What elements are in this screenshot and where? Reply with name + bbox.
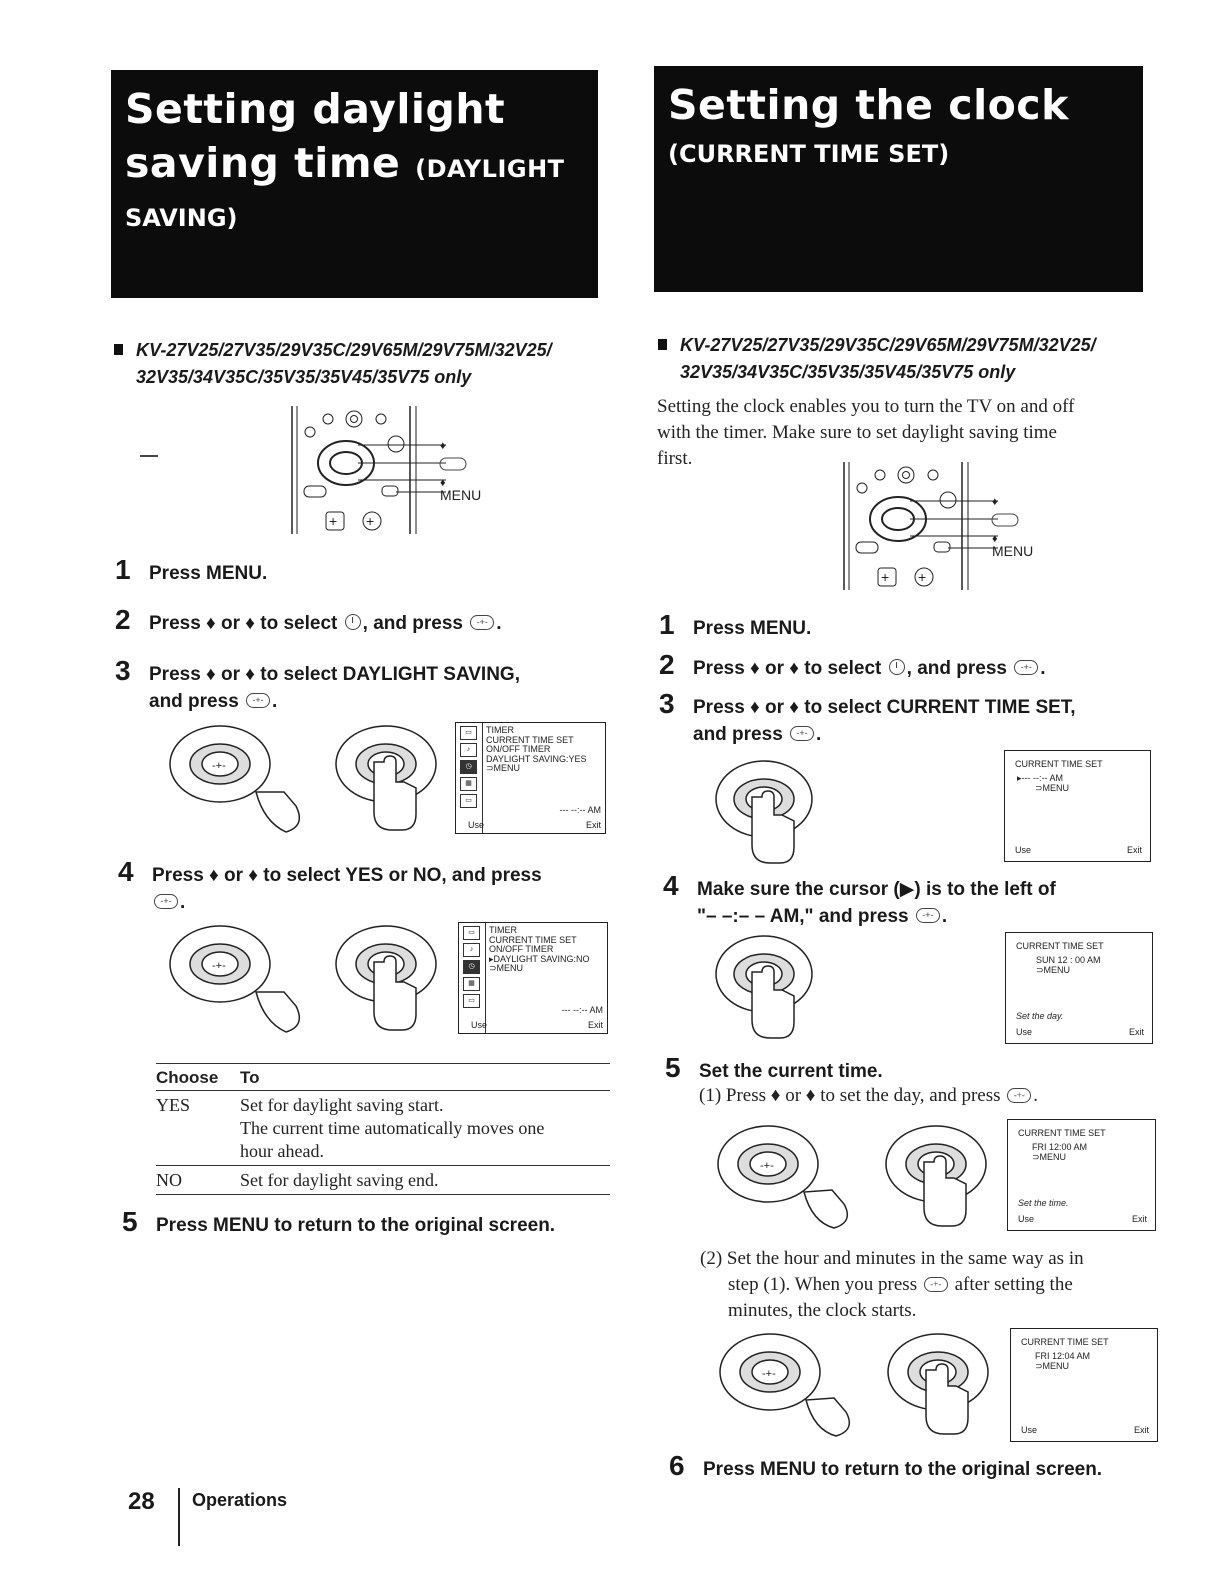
svg-text:-+-: -+- bbox=[212, 960, 226, 972]
osd-current-time-set-step4: CURRENT TIME SET SUN 12 : 00 AM ⊃MENU Set the day. Use Exit bbox=[1005, 932, 1153, 1044]
section-name: Operations bbox=[192, 1490, 288, 1510]
right-title-line1: Setting the clock bbox=[668, 81, 1069, 129]
svg-text:-+-: -+- bbox=[762, 1368, 776, 1380]
svg-text:+: + bbox=[329, 513, 338, 529]
right-model-list: KV-27V25/27V35/29V35C/29V65M/29V75M/32V25/ 32V35/34V35C/35V35/35V45/35V75 only bbox=[680, 332, 1140, 386]
osd-menu-daylight-no: ▭ ♪ ◷ ▦ ▭ TIMER CURRENT TIME SET ON/OFF TIMER ▸DAYLIGHT SAVING:NO ⊃MENU --- --:-- AM Use Exit bbox=[458, 922, 608, 1034]
left-title-suffix: (DAYLIGHT bbox=[415, 155, 565, 183]
menu-label: MENU bbox=[992, 543, 1034, 559]
osd-current-time-set-step5b: CURRENT TIME SET FRI 12:04 AM ⊃MENU Use Exit bbox=[1010, 1328, 1158, 1442]
osd-current-time-set-step3: CURRENT TIME SET ▸--- --:-- AM ⊃MENU Use Exit bbox=[1004, 750, 1151, 862]
left-title-line3: SAVING) bbox=[125, 204, 238, 232]
osd-menu-daylight-yes: ▭ ♪ ◷ ▦ ▭ TIMER CURRENT TIME SET ON/OFF TIMER DAYLIGHT SAVING:YES ⊃MENU --- --:-- AM Use Exit bbox=[455, 722, 606, 834]
enter-button-icon: -+- bbox=[470, 615, 494, 630]
right-step-2: 2 Press ♦ or ♦ to select , and press -+- . bbox=[659, 649, 1046, 680]
left-title-banner bbox=[111, 70, 598, 298]
left-step-5: 5 Press MENU to return to the original screen. bbox=[122, 1206, 556, 1237]
choose-table bbox=[156, 1063, 610, 1195]
svg-text:-+-: -+- bbox=[760, 1160, 774, 1172]
joystick-illustration-step3 bbox=[714, 757, 824, 867]
dash-mark bbox=[140, 455, 158, 457]
svg-text:♦: ♦ bbox=[440, 477, 446, 489]
enter-button-icon: -+- bbox=[790, 726, 814, 741]
clock-icon bbox=[345, 614, 361, 630]
table-header-to: To bbox=[240, 1064, 610, 1091]
right-title-banner bbox=[654, 66, 1143, 292]
svg-text:-+-: -+- bbox=[212, 760, 226, 772]
bullet-square bbox=[114, 344, 123, 355]
remote-control-illustration bbox=[286, 404, 496, 536]
svg-text:+: + bbox=[366, 513, 375, 529]
bullet-square bbox=[658, 339, 667, 350]
enter-button-icon: -+- bbox=[154, 894, 178, 909]
page-number: 28 bbox=[128, 1488, 155, 1515]
svg-text:♦: ♦ bbox=[992, 533, 998, 545]
right-step-1: 1 Press MENU. bbox=[659, 609, 812, 640]
svg-text:♦: ♦ bbox=[440, 440, 446, 452]
enter-button-icon: -+- bbox=[924, 1277, 948, 1292]
right-step-4: 4 Make sure the cursor (▶) is to the left of "– –:– – AM," and press -+- . bbox=[663, 870, 1056, 927]
left-model-list: KV-27V25/27V35/29V35C/29V65M/29V75M/32V25/ 32V35/34V35C/35V35/35V45/35V75 only bbox=[136, 337, 596, 391]
joystick-illustration-step3 bbox=[168, 722, 453, 837]
left-title-line2: saving time (DAYLIGHT bbox=[125, 139, 565, 187]
right-substep-2: (2) Set the hour and minutes in the same way as in step (1). When you press -+- after setting the minutes, the clock starts. bbox=[700, 1248, 1084, 1321]
left-step-2: 2 Press ♦ or ♦ to select , and press -+- . bbox=[115, 604, 502, 635]
left-step-3: 3 Press ♦ or ♦ to select DAYLIGHT SAVING, and press -+- . bbox=[115, 655, 520, 712]
right-intro: Setting the clock enables you to turn the TV on and off with the timer. Make sure to set daylight saving time first. bbox=[657, 396, 1075, 469]
left-step-1: 1 Press MENU. bbox=[115, 554, 268, 585]
remote-control-illustration bbox=[838, 460, 1048, 592]
joystick-illustration-step5-1 bbox=[716, 1122, 998, 1232]
right-substep-1: (1) Press ♦ or ♦ to set the day, and press -+- . bbox=[699, 1085, 1039, 1106]
enter-button-icon: -+- bbox=[1007, 1088, 1031, 1103]
right-step-3: 3 Press ♦ or ♦ to select CURRENT TIME SET, and press -+- . bbox=[659, 688, 1076, 745]
enter-button-icon: -+- bbox=[246, 693, 270, 708]
right-step-5: 5 Set the current time. bbox=[665, 1052, 883, 1083]
enter-button-icon: -+- bbox=[1014, 660, 1038, 675]
svg-text:+: + bbox=[918, 569, 927, 585]
left-title-line1: Setting daylight bbox=[125, 85, 506, 133]
joystick-illustration-step4 bbox=[714, 932, 824, 1042]
osd-current-time-set-step5a: CURRENT TIME SET FRI 12:00 AM ⊃MENU Set the time. Use Exit bbox=[1007, 1119, 1156, 1231]
table-row: YES Set for daylight saving start. The current time automatically moves one hour ahead. bbox=[156, 1095, 545, 1161]
svg-text:♦: ♦ bbox=[992, 496, 998, 508]
right-step-6: 6 Press MENU to return to the original screen. bbox=[669, 1450, 1103, 1481]
joystick-illustration-step5-2 bbox=[718, 1330, 1000, 1440]
menu-label: MENU bbox=[440, 487, 482, 503]
right-title-line2: (CURRENT TIME SET) bbox=[668, 140, 950, 168]
enter-button-icon: -+- bbox=[916, 908, 940, 923]
joystick-illustration-step4 bbox=[168, 922, 453, 1037]
footer-divider bbox=[178, 1488, 180, 1546]
clock-icon bbox=[889, 659, 905, 675]
svg-text:+: + bbox=[881, 569, 890, 585]
table-header-choose: Choose bbox=[156, 1064, 240, 1091]
left-step-4: 4 Press ♦ or ♦ to select YES or NO, and press -+- . bbox=[118, 856, 542, 913]
table-row: NO Set for daylight saving end. bbox=[156, 1166, 610, 1195]
